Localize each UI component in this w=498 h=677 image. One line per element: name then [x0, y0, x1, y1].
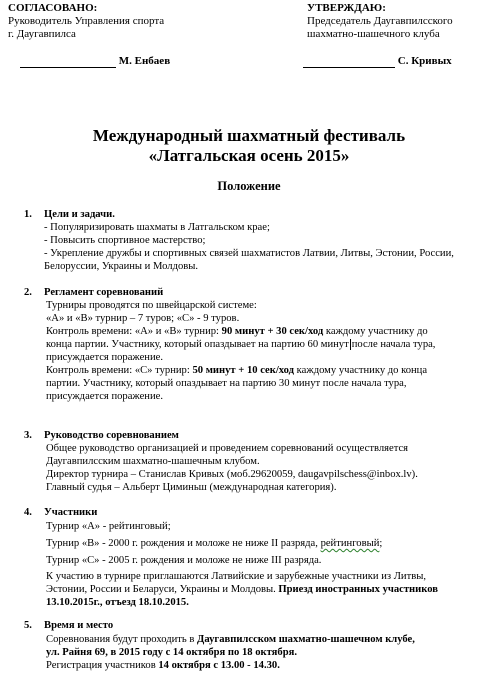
approver-position: Руководитель Управления спорта — [8, 15, 165, 27]
tournament-a: Турнир «А» - рейтинговый; — [46, 521, 171, 532]
text-cursor — [350, 339, 351, 350]
text-run: Контроль времени: «А» и «В» турнир: — [46, 326, 222, 337]
section-line — [46, 584, 438, 596]
spellcheck-word: рейтинговый — [320, 538, 380, 549]
section-line: партии. Участнику, который опаздывает на партию 30 минут после начала тура, — [46, 378, 407, 389]
confirmer-club: шахматно-шашечного клуба — [307, 28, 440, 40]
section-line — [46, 326, 428, 338]
text-run: Контроль времени: «С» турнир: — [46, 365, 193, 376]
confirmer-signature — [303, 55, 452, 68]
section-number: 2. — [24, 287, 32, 298]
confirm-label: УТВЕРЖДАЮ: — [307, 2, 386, 14]
text-run: каждому участнику до — [323, 326, 428, 337]
section-line: - Укрепление дружбы и спортивных связей шахматистов Латвии, Литвы, Эстонии, России, — [44, 248, 454, 259]
tournament-c: Турнир «С» - 2005 г. рождения и моложе не ниже III разряда. — [46, 555, 322, 566]
section-line: - Популяризировать шахматы в Латгальском крае; — [44, 222, 270, 233]
arrival-bold: Приезд иностранных участников — [278, 584, 438, 595]
section-line: Белоруссии, Украины и Молдовы. — [44, 261, 199, 272]
section-line: Главный судья – Альберт Циминьш (международная категория). — [46, 482, 337, 493]
text-run: после начала тура, — [351, 339, 436, 350]
venue-bold: Даугавпилсском шахматно-шашечном клубе, — [197, 634, 415, 645]
section-line: Директор турнира – Станислав Кривых (моб.29620059, daugavpilschess@inbox.lv). — [46, 469, 418, 480]
section-line: Даугавпилсским шахматно-шашечным клубом. — [46, 456, 260, 467]
text-run: конца партии. Участнику, который опаздывает на партию 60 минут — [46, 339, 349, 350]
time-control-bold: 50 минут + 10 сек/ход — [192, 365, 295, 376]
section-number: 5. — [24, 620, 32, 631]
text-run: ; — [379, 538, 383, 549]
time-control-bold: 90 минут + 30 сек/ход — [221, 326, 324, 337]
approver-name: М. Енбаев — [118, 55, 171, 67]
section-number: 3. — [24, 430, 32, 441]
section-line: присуждается поражение. — [46, 352, 163, 363]
confirmer-name: С. Кривых — [397, 55, 452, 67]
document-title-line1: Международный шахматный фестиваль — [92, 126, 406, 145]
text-run: каждому участнику до конца — [294, 365, 428, 376]
section-heading: Цели и задачи. — [44, 209, 115, 220]
section-line: присуждается поражение. — [46, 391, 163, 402]
section-heading: Время и место — [44, 620, 114, 631]
section-line: К участию в турнире приглашаются Латвийские и зарубежные участники из Литвы, — [46, 571, 426, 582]
approver-city: г. Даугавпилса — [8, 28, 76, 40]
section-heading: Руководство соревнованием — [44, 430, 179, 441]
signature-line — [20, 67, 116, 68]
section-line — [46, 634, 415, 646]
registration-time: 14 октября с 13.00 - 14.30. — [158, 660, 280, 671]
section-line: «А» и «В» турнир – 7 туров; «С» - 9 туров. — [46, 313, 240, 324]
section-line — [46, 339, 435, 351]
section-line: - Повысить спортивное мастерство; — [44, 235, 206, 246]
arrival-dates: 13.10.2015г., отъезд 18.10.2015. — [46, 597, 189, 608]
approver-signature — [20, 55, 170, 68]
text-run: Эстонии, России и Беларуси, Украины и Молдовы. — [46, 584, 279, 595]
confirmer-position: Председатель Даугавпилсского — [307, 15, 453, 27]
section-line — [46, 660, 280, 672]
section-heading: Участники — [44, 507, 98, 518]
document-title-line2: «Латгальская осень 2015» — [148, 146, 350, 165]
signature-line — [303, 67, 395, 68]
section-line — [46, 365, 427, 377]
section-number: 1. — [24, 209, 32, 220]
text-run: Соревнования будут проходить в — [46, 634, 198, 645]
document-subtitle: Положение — [217, 179, 281, 193]
text-run: Регистрация участников — [46, 660, 159, 671]
section-number: 4. — [24, 507, 32, 518]
section-line: Общее руководство организацией и проведением соревнований осуществляется — [46, 443, 409, 454]
approval-label: СОГЛАСОВАНО: — [8, 2, 98, 14]
tournament-b — [46, 538, 382, 550]
section-line: Турниры проводятся по швейцарской системе: — [46, 300, 257, 311]
text-run: Турнир «В» - 2000 г. рождения и моложе не ниже II разряда, — [46, 538, 321, 549]
section-heading: Регламент соревнований — [44, 287, 164, 298]
venue-address: ул. Райня 69, в 2015 году с 14 октября по 18 октября. — [46, 647, 297, 658]
